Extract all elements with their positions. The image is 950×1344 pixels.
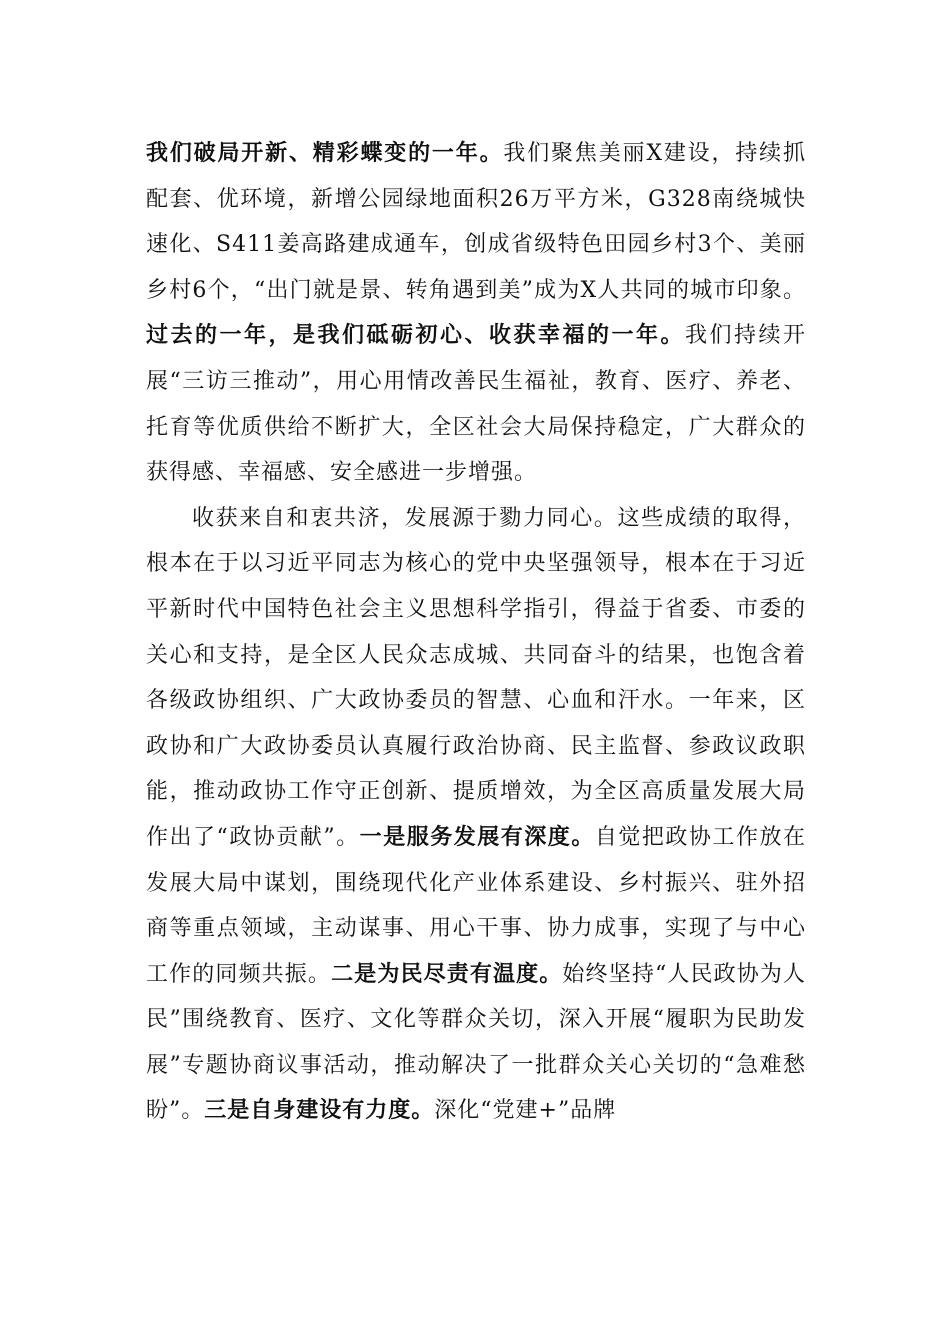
bold-heading-span: 一是服务发展有深度。 (359, 823, 595, 850)
document-page (146, 131, 806, 1134)
bold-heading-span: 我们破局开新、精彩蝶变的一年。 (146, 140, 504, 166)
paragraph-1 (146, 131, 806, 496)
body-text-span: 收获来自和衷共济，发展源于勠力同心。这些成绩的取得，根本在于以习近平同志为核心的党中央坚强领导，根本在于习近平新时代中国特色社会主义思想科学指引，得益于省委、市委的关心和支持，是全区人民众志成城、共同奋斗的结果，也饱含着各级政协组织、广大政协委员的智慧、心血和汗水。一年来，区政协和广大政协委员认真履行政治协商、民主监督、参政议政职能，推动政协工作守正创新、提质增效，为全区高质量发展大局作出了“政协贡献”。 (146, 505, 806, 850)
body-text-span: 我们聚焦美丽X建设，持续抓配套、优环境，新增公园绿地面积26万平方米，G328南绕城快速化、S411姜高路建成通车，创成省级特色田园乡村3个、美丽乡村6个，“出门就是景、转角遇到美”成为X人共同的城市印象。 (146, 141, 806, 303)
body-text-span: 深化“党建+”品牌 (434, 1098, 617, 1124)
body-text-span: 始终坚持“人民政协为人民”围绕教育、医疗、文化等群众关切，深入开展“履职为民助发展”专题协商议事活动，推动解决了一批群众关心关切的“急难愁盼”。 (146, 961, 806, 1124)
bold-heading-span: 三是自身建设有力度。 (204, 1097, 435, 1124)
body-text-span: 我们持续开展“三访三推动”，用心用情改善民生福祉，教育、医疗、养老、托育等优质供给不断扩大，全区社会大局保持稳定，广大群众的获得感、幸福感、安全感进一步增强。 (146, 323, 806, 486)
bold-heading-span: 过去的一年，是我们砥砺初心、收获幸福的一年。 (146, 322, 685, 349)
bold-heading-span: 二是为民尽责有温度。 (331, 960, 563, 987)
body-text-span: 自觉把政协工作放在发展大局中谋划，围绕现代化产业体系建设、乡村振兴、驻外招商等重点领域，主动谋事、用心干事、协力成事，实现了与中心工作的同频共振。 (146, 824, 806, 987)
paragraph-2 (146, 496, 806, 1134)
